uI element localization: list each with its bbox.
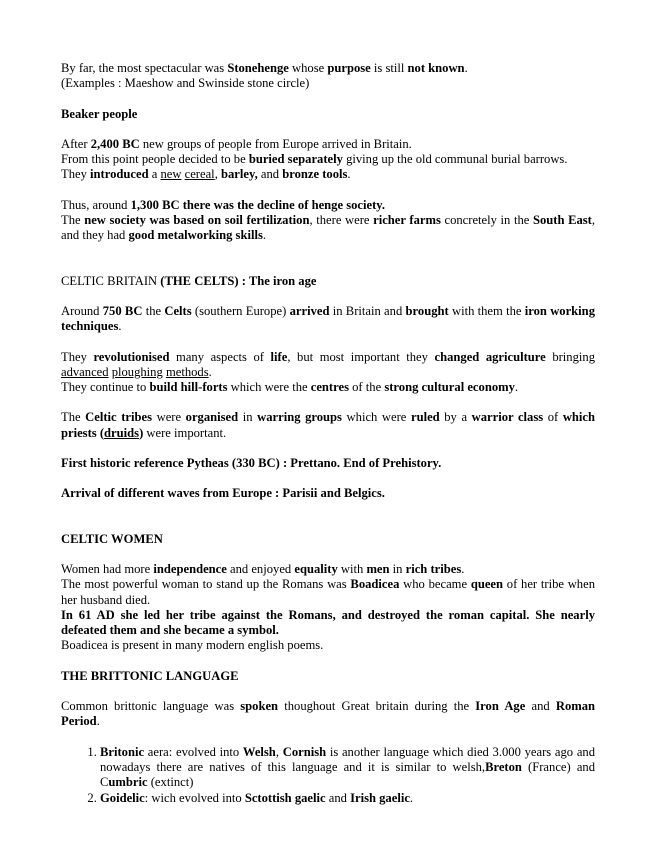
bold-text: bronze tools [282, 167, 348, 182]
bold-text: umbric [108, 775, 148, 790]
bold-text: spoken [240, 699, 279, 714]
bold-text: good metalworking skills [128, 228, 263, 243]
bold-text: which priests [61, 410, 596, 440]
bold-text: 750 BC [102, 303, 143, 318]
text: . [461, 561, 465, 576]
text: , [214, 167, 221, 182]
bold-text: organised [185, 410, 239, 425]
text: by a [439, 410, 472, 425]
text: The [61, 410, 86, 425]
text: of the [348, 380, 385, 395]
text: concretely in the [440, 213, 533, 228]
document-page [61, 61, 595, 806]
text: (Examples : Maeshow and Swinside stone circle) [61, 76, 310, 91]
bold-text: changed agriculture [434, 349, 546, 364]
bold-text: Arrival of different waves from Europe : Parisii and Belgics. [61, 486, 385, 501]
text: . [208, 364, 212, 379]
heading-celtic-britain [61, 274, 595, 289]
text: Thus, around [61, 197, 131, 212]
text: in [389, 561, 406, 576]
bold-text: 1,300 BC there was the decline of henge society. [130, 197, 386, 212]
bold-text: Stonehenge [227, 61, 289, 75]
text: (extinct) [147, 775, 194, 790]
text: of her tribe when her husband died. [61, 577, 595, 607]
text: and [325, 790, 351, 805]
text: and [257, 167, 283, 182]
bold-text: Britonic [100, 744, 145, 759]
bold-text: centres [310, 380, 349, 395]
paragraph-celts-arrival [61, 304, 595, 335]
text: of [543, 410, 563, 425]
paragraph-stonehenge [61, 61, 595, 92]
text: aera: evolved into [144, 744, 243, 759]
text: , and they had [61, 213, 596, 243]
bold-text: ) [139, 425, 144, 440]
bold-text: ruled [410, 410, 440, 425]
section-heading-bold: (THE CELTS) : The iron age [160, 273, 317, 288]
bold-text: brought [405, 303, 449, 318]
text: , [275, 744, 283, 759]
bold-text: Welsh [242, 744, 276, 759]
text: . [409, 790, 414, 805]
text: . [347, 167, 351, 182]
text: and [525, 699, 556, 714]
text: From this point people decided to be [61, 152, 249, 167]
bold-text: Celtic tribes [85, 410, 153, 425]
text: bringing [545, 349, 595, 364]
bold-text: warrior class [471, 410, 544, 425]
paragraph-celts-agriculture [61, 350, 595, 396]
text: . [96, 714, 100, 729]
text: were important. [143, 425, 227, 440]
bold-text: Irish gaelic [350, 790, 410, 805]
text: , there were [309, 213, 374, 228]
bold-text: strong cultural economy [384, 380, 515, 395]
underlined-text: methods [165, 364, 209, 379]
paragraph-beaker [61, 137, 595, 183]
list-item [100, 745, 595, 791]
text: Women had more [61, 561, 154, 576]
bold-text: Breton [485, 759, 522, 774]
text: : wich evolved into [144, 790, 245, 805]
bold-text: queen [470, 577, 504, 592]
paragraph-celtic-tribes [61, 410, 595, 441]
section-heading: THE BRITTONIC LANGUAGE [61, 668, 239, 683]
section-heading: CELTIC BRITAIN [61, 273, 161, 288]
section-heading: CELTIC WOMEN [61, 531, 163, 546]
underlined-text: ploughing [111, 364, 163, 379]
paragraph-henge-decline [61, 198, 595, 244]
text: The [61, 213, 85, 228]
underlined-text: advanced [61, 364, 109, 379]
text: giving up the old communal burial barrows. [342, 152, 568, 167]
text: By far, the most spectacular was [61, 61, 228, 75]
bold-text: equality [294, 561, 338, 576]
bold-text: iron working techniques [61, 303, 595, 334]
bold-text: Goidelic [100, 790, 145, 805]
bold-text: new society was based on soil fertilization [84, 213, 310, 228]
text: which were [341, 410, 411, 425]
bold-text: Cornish [282, 744, 327, 759]
text: (southern Europe) [191, 303, 290, 318]
text: Around [61, 303, 103, 318]
text: were [152, 410, 186, 425]
bold-text: build hill-forts [149, 380, 228, 395]
bold-text: buried separately [248, 152, 343, 167]
list-item [100, 791, 595, 806]
text: . [514, 380, 519, 395]
text: After [61, 136, 91, 151]
text: in [238, 410, 258, 425]
text: They [61, 349, 94, 364]
bold-text: richer farms [373, 213, 441, 228]
paragraph-pytheas [61, 456, 595, 471]
bold-text: revolutionised [93, 349, 170, 364]
bold-text: Sctottish gaelic [244, 790, 326, 805]
paragraph-brittonic [61, 699, 595, 730]
bold-text: not known [407, 61, 465, 75]
bold-text: South East [532, 213, 592, 228]
text: Common brittonic language was [61, 699, 241, 714]
text: with [337, 561, 367, 576]
bold-text: In 61 AD she led her tribe against the Romans, and destroyed the roman capital. She nearly defeated them and she became a symbol. [61, 607, 595, 638]
bold-text: barley, [220, 167, 258, 182]
text: new groups of people from Europe arrived in Britain. [139, 136, 412, 151]
heading-beaker-people [61, 107, 595, 122]
text: thoughout Great britain during the [278, 699, 476, 714]
heading-celtic-women [61, 532, 595, 547]
bold-text: Iron Age [475, 699, 526, 714]
underlined-text: new [160, 167, 182, 182]
bold-text: men [366, 561, 390, 576]
bold-text: Boadicea [350, 577, 400, 592]
bold-text: independence [153, 561, 227, 576]
bold-text: warring groups [257, 410, 342, 425]
heading-brittonic-language [61, 669, 595, 684]
text: is still [370, 61, 408, 75]
text: (France) and C [100, 759, 595, 790]
bold-text: purpose [327, 61, 371, 75]
language-list [61, 745, 595, 806]
paragraph-arrival-waves [61, 486, 595, 501]
text: . [262, 228, 267, 243]
text: Boadicea is present in many modern english poems. [61, 638, 324, 653]
text: They [61, 167, 91, 182]
text: , but most important they [287, 349, 435, 364]
text: many aspects of [169, 349, 271, 364]
text: the [142, 303, 165, 318]
text: in Britain and [329, 303, 406, 318]
text: with them the [448, 303, 525, 318]
text: a [148, 167, 161, 182]
bold-text: ( [99, 425, 105, 440]
text: whose [288, 61, 328, 75]
bold-text: 2,400 BC [90, 136, 140, 151]
text: and enjoyed [226, 561, 295, 576]
text: is another language which died 3.000 years ago and nowadays there are natives of this language and it is similar to welsh, [100, 744, 596, 774]
bold-text: Celts [164, 303, 192, 318]
bold-text: life [270, 349, 288, 364]
bold-text: First historic reference Pytheas (330 BC) : Prettano. End of Prehistory. [61, 456, 442, 471]
bold-text: introduced [90, 167, 149, 182]
bold-text: arrived [289, 303, 330, 318]
underlined-text: cereal [184, 167, 215, 182]
text: which were the [227, 380, 311, 395]
bold-text: Roman Period [61, 699, 596, 729]
text: who became [399, 577, 471, 592]
text: . [464, 61, 468, 75]
text: . [118, 319, 122, 334]
text: They continue to [61, 380, 150, 395]
text: The most powerful woman to stand up the Romans was [61, 577, 351, 592]
section-heading: Beaker people [61, 106, 138, 121]
bold-underlined-text: druids [104, 425, 140, 440]
bold-text: rich tribes [405, 561, 462, 576]
paragraph-celtic-women [61, 562, 595, 654]
